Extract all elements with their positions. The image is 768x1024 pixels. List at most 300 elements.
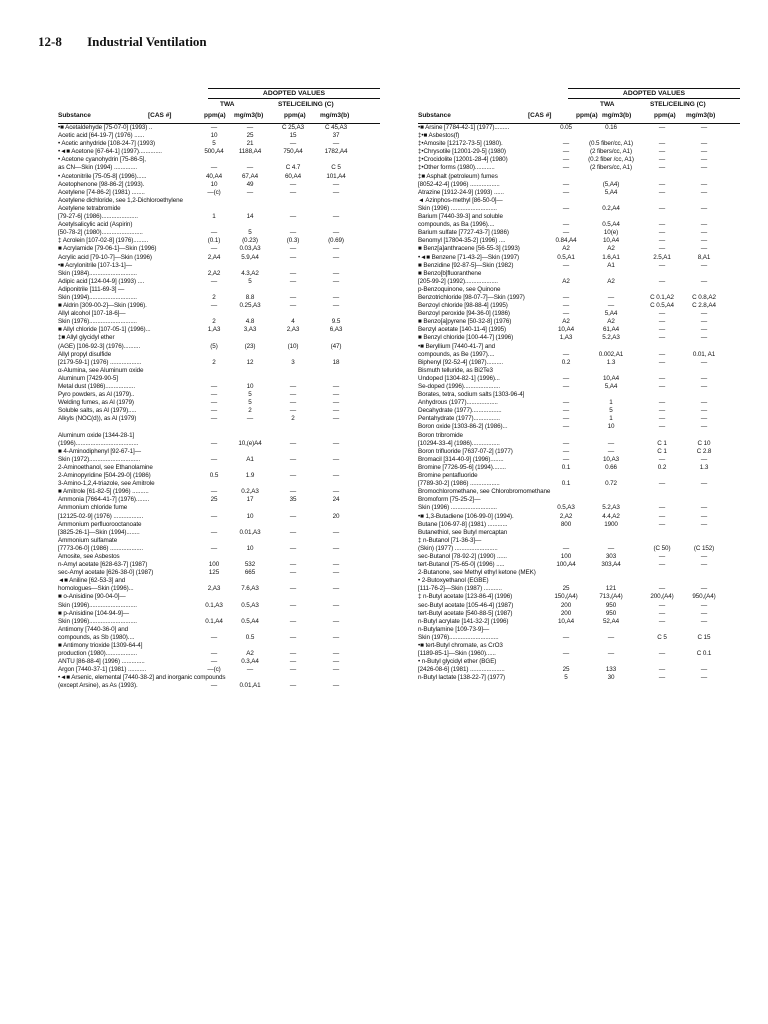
twa-ppm-cell: — [210, 512, 218, 520]
twa-mg-cell: 950 [605, 601, 617, 609]
twa-mg-cell: 17 [246, 496, 254, 504]
substance-cell: Boron trifluoride [7637-07-2] (1977) [418, 447, 513, 455]
stel-ppm-cell: — [289, 544, 297, 552]
twa-mg-cell: 10,A4 [603, 237, 619, 245]
twa-ppm-cell: — [210, 407, 218, 415]
table-row [58, 674, 380, 682]
substance-cell: •■ Arsine [7784-42-1] (1977)......... [418, 124, 510, 131]
substance-cell: Acetylene tetrabromide [58, 204, 121, 212]
substance-cell: ‡•Chrysotile [12001-29-5] (1980) [418, 148, 506, 156]
column-headers-right [418, 99, 740, 124]
table-row [58, 585, 380, 593]
twa-mg-cell: — [607, 447, 615, 455]
substance-cell: Acetylene dichloride, see 1,2-Dichloroethylene [58, 196, 183, 204]
twa-mg-cell: 1.3 [606, 358, 616, 366]
twa-mg-cell: A2 [607, 318, 615, 326]
table-row [58, 189, 380, 197]
stel-ppm-cell: — [289, 269, 297, 277]
stel-ppm-cell: — [289, 391, 297, 399]
stel-ppm-cell: C 4.7 [285, 164, 301, 172]
stel-ppm-cell: 200,(A4) [650, 593, 674, 601]
stel-ppm-cell: — [658, 609, 666, 617]
substance-cell: ■ Benzyl chloride [100-44-7] (1996) [418, 334, 514, 342]
stel-mg-cell: 24 [332, 496, 340, 504]
stel-mg-cell: — [332, 561, 340, 569]
table-row [418, 205, 740, 213]
stel-mg-cell: — [332, 383, 340, 390]
table-row [418, 634, 740, 642]
substance-heading-right: Substance [418, 112, 451, 119]
twa-mg-cell: 10(e) [603, 229, 619, 237]
substance-cell: [3825-26-1]—Skin (1994)........ [58, 528, 140, 536]
twa-ppm-cell: — [210, 302, 218, 310]
table-row [418, 140, 740, 148]
twa-ppm-cell: 0.05 [560, 124, 572, 131]
substance-cell: (AGE) [106-92-3] (1976).......... [58, 342, 141, 350]
substance-cell: 2-Aminoethanol, see Ethanolamine [58, 463, 153, 471]
stel-ppm-cell: — [658, 423, 666, 431]
substance-cell: Pentahydrate (1977)................ [418, 415, 500, 423]
stel-mg-cell: 1782,A4 [324, 148, 348, 156]
twa-ppm-cell: 5 [212, 140, 216, 148]
table-row [418, 326, 740, 334]
stel-mg-cell: — [700, 617, 708, 625]
table-row [58, 407, 380, 415]
twa-ppm-cell: — [210, 415, 218, 423]
stel-mg-cell: — [700, 512, 708, 520]
stel-mg-cell: — [700, 204, 708, 212]
table-row [418, 415, 740, 423]
substance-cell: tert-Butyl acetate [540-88-5] (1987) [418, 609, 513, 617]
twa-ppm-cell: 2,A3 [207, 585, 221, 593]
stel-mg-cell: — [332, 269, 340, 277]
table-row [58, 286, 380, 294]
twa-mg-cell: 4.3,A2 [241, 269, 259, 277]
stel-mg-cell: — [700, 124, 708, 131]
twa-mg-cell: 0.5,A4 [241, 617, 259, 625]
table-row [58, 658, 380, 666]
twa-mg-cell: 713,(A4) [599, 593, 623, 601]
table-row [58, 124, 380, 132]
stel-ppm-cell: — [658, 601, 666, 609]
table-row [418, 359, 740, 367]
twa-ppm-cell: 150,(A4) [554, 593, 578, 601]
substance-cell: n-Butylamine [109-73-9]— [418, 625, 490, 633]
twa-ppm-cell: 0.2 [561, 358, 571, 366]
twa-ppm-cell: 40,A4 [206, 172, 222, 180]
substance-cell: sec-Butyl acetate [105-46-4] (1987) [418, 601, 514, 609]
ppm-heading-right: ppm(a) [576, 112, 598, 119]
stel-mg-cell: — [700, 455, 708, 463]
twa-ppm-cell: — [562, 455, 570, 463]
stel-ppm-cell: — [658, 666, 666, 674]
twa-mg-cell: 1.9 [245, 472, 255, 480]
substance-cell: ‡•Amosite [12172-73-5] (1980). [418, 140, 503, 148]
table-row [58, 618, 380, 626]
stel-mg-cell: — [332, 415, 340, 423]
stel-mg-cell: 6,A3 [329, 326, 343, 334]
stel-ppm-cell: — [289, 407, 297, 415]
twa-ppm-cell: — [562, 188, 570, 196]
twa-mg-cell: 61,A4 [603, 326, 619, 334]
table-row [58, 432, 380, 440]
substance-cell: n-Butyl acrylate [141-32-2] (1996) [418, 617, 509, 625]
table-row [58, 626, 380, 634]
twa-mg-cell: 10,A4 [603, 374, 619, 382]
table-row [418, 278, 740, 286]
twa-mg-cell: 0.5,A3 [241, 601, 259, 609]
substance-cell: Pyro powders, as Al (1979).. [58, 391, 135, 399]
twa-mg-cell: A1 [607, 261, 615, 269]
table-row [58, 464, 380, 472]
stel-mg-cell: — [700, 520, 708, 528]
twa-ppm-cell: — [210, 164, 218, 172]
substance-cell: tert-Butanol [75-65-0] (1996) ..... [418, 561, 505, 569]
twa-mg-cell: 49 [246, 180, 254, 188]
stel-ppm-cell: — [289, 455, 297, 463]
twa-ppm-cell: 125 [208, 569, 220, 577]
stel-ppm-cell: (10) [287, 342, 299, 350]
column-headers [58, 99, 380, 124]
twa-mg-cell: — [607, 650, 615, 658]
substance-cell: ◄■ Aniline [62-53-3] and [58, 577, 126, 585]
substance-cell: Anhydrous (1977)................... [418, 399, 498, 407]
twa-ppm-cell: 0.1,A4 [205, 617, 223, 625]
substance-cell: Decahydrate (1977).................. [418, 407, 502, 415]
substance-cell: ◄ Azinphos-methyl [86-50-0]— [418, 196, 503, 204]
substance-cell: Adiponitrile [111-69-3] — [58, 285, 125, 293]
twa-mg-cell: 5,A4 [604, 310, 618, 318]
twa-ppm-cell: A2 [562, 245, 570, 253]
substance-cell: Amosite, see Asbestos [58, 552, 120, 560]
cas-heading-right: [CAS #] [528, 112, 552, 119]
table-row [58, 602, 380, 610]
stel-ppm-cell: — [658, 229, 666, 237]
substance-cell: •◄■ Acetone [67-64-1] (1997).............. [58, 148, 162, 156]
table-row [418, 496, 740, 504]
substance-cell: Skin (1994)............................. [58, 293, 137, 301]
twa-ppm-cell: — [562, 293, 570, 301]
twa-ppm-cell: 1 [212, 213, 216, 221]
stel-mg-cell: C 10 [697, 439, 711, 447]
twa-ppm-cell: — [562, 148, 570, 156]
table-row [58, 496, 380, 504]
twa-mg-cell: A1 [246, 455, 254, 463]
substance-cell: Bromacil [314-40-9] (1996)........ [418, 455, 504, 463]
twa-ppm-cell: — [210, 124, 218, 131]
stel-mg-cell: — [332, 633, 340, 641]
stel-ppm-cell: — [289, 140, 297, 148]
twa-mg-cell: 0.01,A1 [239, 682, 261, 690]
twa-ppm-cell: — [210, 633, 218, 641]
substance-cell: [7773-06-0] (1986) .................... [58, 544, 143, 552]
substance-cell: Skin (1976)............................. [58, 318, 137, 326]
table-row [58, 326, 380, 334]
stel-ppm-cell: C 0.1,A2 [650, 293, 674, 301]
substance-cell: [50-78-2] (1980)......................... [58, 229, 143, 237]
stel-mg-cell: — [700, 261, 708, 269]
substance-cell: Skin (1996) ............................ [418, 504, 497, 512]
twa-ppm-cell: 1,A3 [207, 326, 221, 334]
stel-mg-cell: C 0.8,A2 [692, 293, 716, 301]
substance-cell: ■ Benzidine [92-87-5]—Skin (1982) [418, 261, 514, 269]
twa-ppm-cell: — [210, 455, 218, 463]
twa-ppm-cell: 100 [560, 552, 572, 560]
twa-mg-cell: 5.2,A3 [602, 504, 620, 512]
twa-mg-cell: 10 [246, 512, 254, 520]
substance-cell: 2-Butanone, see Methyl ethyl ketone (MEK) [418, 569, 536, 577]
table-row [58, 448, 380, 456]
twa-ppm-cell: — [562, 164, 570, 172]
substance-cell: Acetic acid [64-19-7] (1976) ...... [58, 132, 145, 140]
table-row [418, 472, 740, 480]
table-row [58, 294, 380, 302]
stel-mg-cell: — [332, 277, 340, 285]
table-row [58, 488, 380, 496]
twa-mg-cell: 30 [607, 674, 615, 682]
substance-cell: Argon [7440-37-1] (1981) ........... [58, 666, 147, 674]
stel-ppm-cell: — [289, 569, 297, 577]
substance-cell: n-Butyl lactate [138-22-7] (1977) [418, 674, 506, 682]
table-row [418, 173, 740, 181]
twa-mg-cell: (23) [244, 342, 256, 350]
substance-cell: ‡■ Asphalt (petroleum) fumes [418, 172, 498, 180]
substance-cell: ‡•Crocidolite [12001-28-4] (1980) [418, 156, 508, 164]
table-row [58, 229, 380, 237]
table-row [58, 221, 380, 229]
substance-cell: ■ Benz[a]anthracene [56-55-3] (1993) [418, 245, 520, 253]
substance-cell: • Acetonitrile [75-05-8] (1996)...... [58, 172, 147, 180]
stel-mg-cell: — [332, 180, 340, 188]
substance-cell: [79-27-6] (1986)...................... [58, 213, 138, 221]
twa-mg-cell: 8.8 [245, 293, 255, 301]
stel-ppm-cell: 4 [291, 318, 295, 326]
stel-mg-cell: 9.5 [331, 318, 341, 326]
table-row [418, 294, 740, 302]
table-row [418, 367, 740, 375]
stel-mg-cell: 950,(A4) [692, 593, 716, 601]
twa-ppm-cell: — [562, 407, 570, 415]
substance-cell: • Acetic anhydride [108-24-7] (1993) [58, 140, 155, 148]
substance-cell: Metal dust (1986).................. [58, 383, 135, 390]
twa-ppm-cell: 2,A2 [207, 269, 221, 277]
substance-cell: ‡■ Allyl glycidyl ether [58, 334, 115, 342]
twa-ppm-cell: 2 [212, 293, 216, 301]
mg-stel-heading-right: mg/m3(b) [686, 112, 716, 119]
stel-mg-cell: 0.01, A1 [692, 350, 716, 358]
stel-mg-cell: — [332, 658, 340, 666]
table-row [58, 367, 380, 375]
substance-cell: Acetylene [74-86-2] (1981) ........ [58, 188, 145, 196]
substance-cell: Soluble salts, as Al (1979)..... [58, 407, 137, 415]
stel-mg-cell: 101,A4 [326, 172, 346, 180]
stel-ppm-cell: — [658, 617, 666, 625]
substance-cell: Ammonium chloride fume [58, 504, 128, 512]
twa-mg-cell: A2 [246, 650, 254, 658]
stel-ppm-cell: — [289, 399, 297, 407]
twa-ppm-cell: 10,A4 [558, 326, 574, 334]
table-row [58, 237, 380, 245]
table-row [418, 569, 740, 577]
twa-ppm-cell: A2 [562, 318, 570, 326]
twa-mg-cell: — [607, 544, 615, 552]
stel-mg-cell: — [700, 585, 708, 593]
table-row [418, 537, 740, 545]
twa-mg-cell: (0.5 fiber/cc, A1) [588, 140, 634, 148]
substance-cell: Bromochloromethane, see Chlorobromomethane [418, 488, 551, 496]
stel-heading: STEL/CEILING (C) [278, 101, 334, 108]
table-row [58, 278, 380, 286]
stel-ppm-cell: — [658, 455, 666, 463]
twa-mg-cell: A2 [607, 277, 615, 285]
substance-cell: Barium sulfate [7727-43-7] (1986) [418, 229, 509, 237]
stel-ppm-cell: — [658, 277, 666, 285]
table-row [418, 245, 740, 253]
substance-cell: Bromine [7726-95-6] (1994)........ [418, 463, 506, 471]
substance-cell: Skin (1996)............................. [58, 601, 137, 609]
substance-cell: n-Amyl acetate [628-63-7] (1987) [58, 561, 148, 569]
twa-ppm-cell: 0.1 [561, 463, 571, 471]
table-row [58, 148, 380, 156]
twa-mg-cell: 1.6,A1 [602, 253, 620, 261]
table-row [58, 181, 380, 189]
left-rows [58, 124, 380, 691]
stel-mg-cell: 20 [332, 512, 340, 520]
substance-cell: ■ Amitrole [61-82-5] (1996) .......... [58, 488, 149, 496]
twa-mg-cell: 303 [605, 552, 617, 560]
twa-mg-cell: (5,A4) [602, 180, 620, 188]
twa-mg-cell: 3,A3 [243, 326, 257, 334]
stel-ppm-cell: — [658, 140, 666, 148]
book-title: Industrial Ventilation [87, 34, 207, 49]
table-row [58, 334, 380, 342]
twa-ppm-cell: — [210, 383, 218, 390]
stel-mg-cell: — [700, 326, 708, 334]
twa-mg-cell: 10 [246, 544, 254, 552]
twa-ppm-cell: — [562, 204, 570, 212]
twa-mg-cell: (0.2 fiber /cc, A1) [588, 156, 634, 164]
twa-mg-cell: — [607, 439, 615, 447]
twa-mg-cell: 5.2,A3 [602, 334, 620, 342]
substance-cell: [10294-33-4] (1986)................. [418, 439, 500, 447]
twa-mg-cell: 532 [244, 561, 256, 569]
twa-ppm-cell: 2 [212, 318, 216, 326]
twa-mg-cell: 5,A4 [604, 383, 618, 390]
stel-mg-cell: (0.69) [328, 237, 344, 245]
twa-mg-cell: 14 [246, 213, 254, 221]
twa-ppm-cell: — [562, 221, 570, 229]
stel-mg-cell: — [332, 650, 340, 658]
table-row [58, 254, 380, 262]
twa-ppm-cell: — [562, 140, 570, 148]
substance-cell: (except Arsine), as As (1993). [58, 682, 138, 690]
table-row [418, 456, 740, 464]
twa-mg-cell: — [246, 124, 254, 131]
substance-cell: •■ 1,3-Butadiene [106-99-0] (1994). [418, 512, 514, 520]
twa-ppm-cell: — [562, 180, 570, 188]
table-row [58, 682, 380, 690]
table-row [418, 642, 740, 650]
substance-cell: [12125-02-9] (1976) .................. [58, 512, 144, 520]
twa-mg-cell: 4.8 [245, 318, 255, 326]
stel-ppm-cell: — [289, 658, 297, 666]
table-row [58, 504, 380, 512]
twa-ppm-cell: 1,A3 [559, 334, 573, 342]
stel-ppm-cell: — [658, 358, 666, 366]
stel-ppm-cell: — [289, 528, 297, 536]
table-row [418, 440, 740, 448]
stel-ppm-cell: — [658, 261, 666, 269]
table-row [418, 504, 740, 512]
twa-mg-cell: 0.002,A1 [598, 350, 624, 358]
substance-cell: [8052-42-4] (1996) .................. [418, 180, 500, 188]
substance-cell: (Skin) (1977) .......................... [418, 544, 498, 552]
stel-ppm-cell: 2.5,A1 [653, 253, 671, 261]
stel-mg-cell: 8,A1 [697, 253, 711, 261]
table-row [58, 577, 380, 585]
stel-ppm-cell: — [289, 617, 297, 625]
stel-ppm-cell: — [658, 310, 666, 318]
adopted-values-heading: ADOPTED VALUES [208, 88, 380, 99]
twa-mg-cell: 5 [248, 277, 252, 285]
stel-mg-cell: — [700, 674, 708, 682]
stel-ppm-cell: — [289, 512, 297, 520]
stel-ppm-cell: (C 50) [653, 544, 671, 552]
table-row [418, 610, 740, 618]
twa-mg-cell: 0.66 [605, 463, 617, 471]
twa-mg-cell: 5 [248, 391, 252, 399]
twa-ppm-cell: — [210, 399, 218, 407]
twa-ppm-cell: — [562, 261, 570, 269]
table-row [418, 375, 740, 383]
stel-mg-cell: — [332, 601, 340, 609]
substance-cell: compounds, as Ba (1996).... [418, 221, 495, 229]
stel-mg-cell: — [700, 140, 708, 148]
table-row [418, 593, 740, 601]
twa-mg-cell: (0.23) [242, 237, 258, 245]
stel-ppm-cell: — [658, 350, 666, 358]
stel-mg-cell: — [332, 229, 340, 237]
substance-cell: Aluminum [7429-90-5] [58, 374, 118, 382]
table-row [58, 634, 380, 642]
stel-ppm-cell: — [658, 512, 666, 520]
substance-cell: Skin (1976).............................. [418, 633, 499, 641]
table-row [418, 666, 740, 674]
twa-ppm-cell: — [562, 229, 570, 237]
substance-cell: Ammonium sulfamate [58, 536, 118, 544]
substance-cell: Barium [7440-39-3] and soluble [418, 213, 503, 221]
table-row [418, 674, 740, 682]
twa-ppm-cell: 2 [212, 358, 216, 366]
substance-cell: compounds, as Be (1997).... [418, 350, 495, 358]
table-row [418, 213, 740, 221]
twa-mg-cell: — [607, 633, 615, 641]
twa-ppm-cell: 25 [562, 585, 570, 593]
substance-cell: ■ o-Anisidine [90-04-0]— [58, 593, 126, 601]
twa-mg-cell: (2 fibers/cc, A1) [589, 164, 633, 172]
table-row [58, 423, 380, 431]
stel-mg-cell: — [700, 358, 708, 366]
twa-ppm-cell: 5 [564, 674, 568, 682]
stel-mg-cell: — [332, 585, 340, 593]
twa-ppm-cell: — [562, 415, 570, 423]
stel-mg-cell: — [700, 561, 708, 569]
right-rows [418, 124, 740, 682]
stel-ppm-cell: — [658, 156, 666, 164]
table-row [418, 585, 740, 593]
twa-mg-cell: 5,A4 [604, 188, 618, 196]
substance-cell: ■ Aldrin [309-00-2]—Skin (1996). [58, 302, 147, 310]
